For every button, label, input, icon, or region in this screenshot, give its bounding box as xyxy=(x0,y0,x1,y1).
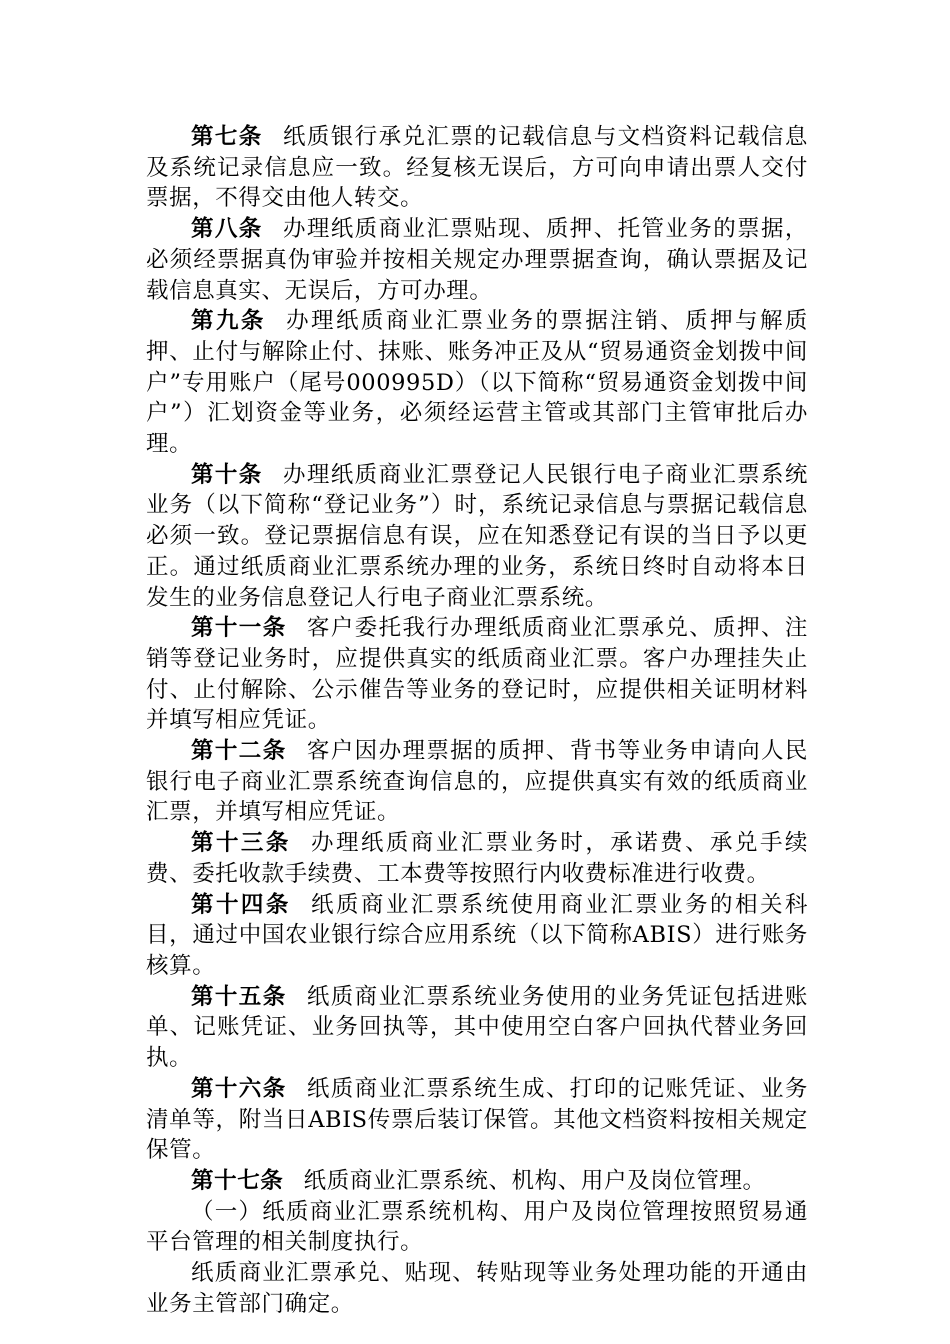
article-15 xyxy=(146,982,808,1074)
article-12 xyxy=(146,736,808,828)
clause-text: 纸质商业汇票承兑、贴现、转贴现等业务处理功能的开通由业务主管部门确定。 xyxy=(146,1260,808,1317)
article-9 xyxy=(146,306,808,460)
article-text: 纸质商业汇票系统使用商业汇票业务的相关科目，通过中国农业银行综合应用系统（以下简称ABIS）进行账务核算。 xyxy=(146,891,808,979)
article-text: 纸质商业汇票系统业务使用的业务凭证包括进账单、记账凭证、业务回执等，其中使用空白客户回执代替业务回执。 xyxy=(146,983,808,1072)
article-number: 第十一条 xyxy=(191,615,287,642)
article-number: 第十四条 xyxy=(191,891,291,918)
article-text: 客户委托我行办理纸质商业汇票承兑、质押、注销等登记业务时，应提供真实的纸质商业汇票。客户办理挂失止付、止付解除、公示催告等业务的登记时，应提供相关证明材料并填写相应凭证。 xyxy=(146,615,808,734)
article-text: 客户因办理票据的质押、背书等业务申请向人民银行电子商业汇票系统查询信息的，应提供真实有效的纸质商业汇票，并填写相应凭证。 xyxy=(146,738,808,826)
article-8 xyxy=(146,214,808,306)
article-number: 第十七条 xyxy=(191,1167,284,1194)
article-number: 第十二条 xyxy=(191,738,287,765)
article-text: 办理纸质商业汇票贴现、质押、托管业务的票据，必须经票据真伪审验并按相关规定办理票据查询，确认票据及记载信息真实、无误后，方可办理。 xyxy=(146,216,808,304)
article-11 xyxy=(146,613,808,736)
article-text: 办理纸质商业汇票业务时，承诺费、承兑手续费、委托收款手续费、工本费等按照行内收费标准进行收费。 xyxy=(146,830,808,887)
article-text: 办理纸质商业汇票登记人民银行电子商业汇票系统业务（以下简称“登记业务”）时，系统记录信息与票据记载信息必须一致。登记票据信息有误，应在知悉登记有误的当日予以更正。通过纸质商业汇票系统办理的业务，系统日终时自动将本日发生的业务信息登记人行电子商业汇票系统。 xyxy=(146,461,808,611)
article-text: 办理纸质商业汇票业务的票据注销、质押与解质押、止付与解除止付、抹账、账务冲正及从“贸易通资金划拨中间户”专用账户（尾号000995D）（以下简称“贸易通资金划拨中间户”）汇划资金等业务，必须经运营主管或其部门主管审批后办理。 xyxy=(146,308,808,458)
article-16 xyxy=(146,1074,808,1166)
article-number: 第十三条 xyxy=(191,830,291,857)
article-number: 第八条 xyxy=(191,216,263,243)
clause-paragraph xyxy=(146,1197,808,1258)
article-13 xyxy=(146,828,808,889)
article-number: 第十六条 xyxy=(191,1075,287,1102)
article-17 xyxy=(146,1166,808,1197)
article-number: 第十五条 xyxy=(191,983,287,1010)
article-text: 纸质商业汇票系统生成、打印的记账凭证、业务清单等，附当日ABIS传票后装订保管。其他文档资料按相关规定保管。 xyxy=(146,1075,808,1164)
article-text: 纸质银行承兑汇票的记载信息与文档资料记载信息及系统记录信息应一致。经复核无误后，方可向申请出票人交付票据，不得交由他人转交。 xyxy=(146,124,808,212)
article-number: 第十条 xyxy=(191,461,263,488)
article-number: 第七条 xyxy=(191,124,263,150)
article-14 xyxy=(146,890,808,982)
article-10 xyxy=(146,460,808,614)
document-body xyxy=(146,122,808,1319)
article-7 xyxy=(146,122,808,214)
article-number: 第九条 xyxy=(191,308,266,335)
article-text: 纸质商业汇票系统、机构、用户及岗位管理。 xyxy=(303,1167,766,1194)
clause-text: （一）纸质商业汇票系统机构、用户及岗位管理按照贸易通平台管理的相关制度执行。 xyxy=(146,1198,808,1256)
clause-paragraph xyxy=(146,1258,808,1319)
